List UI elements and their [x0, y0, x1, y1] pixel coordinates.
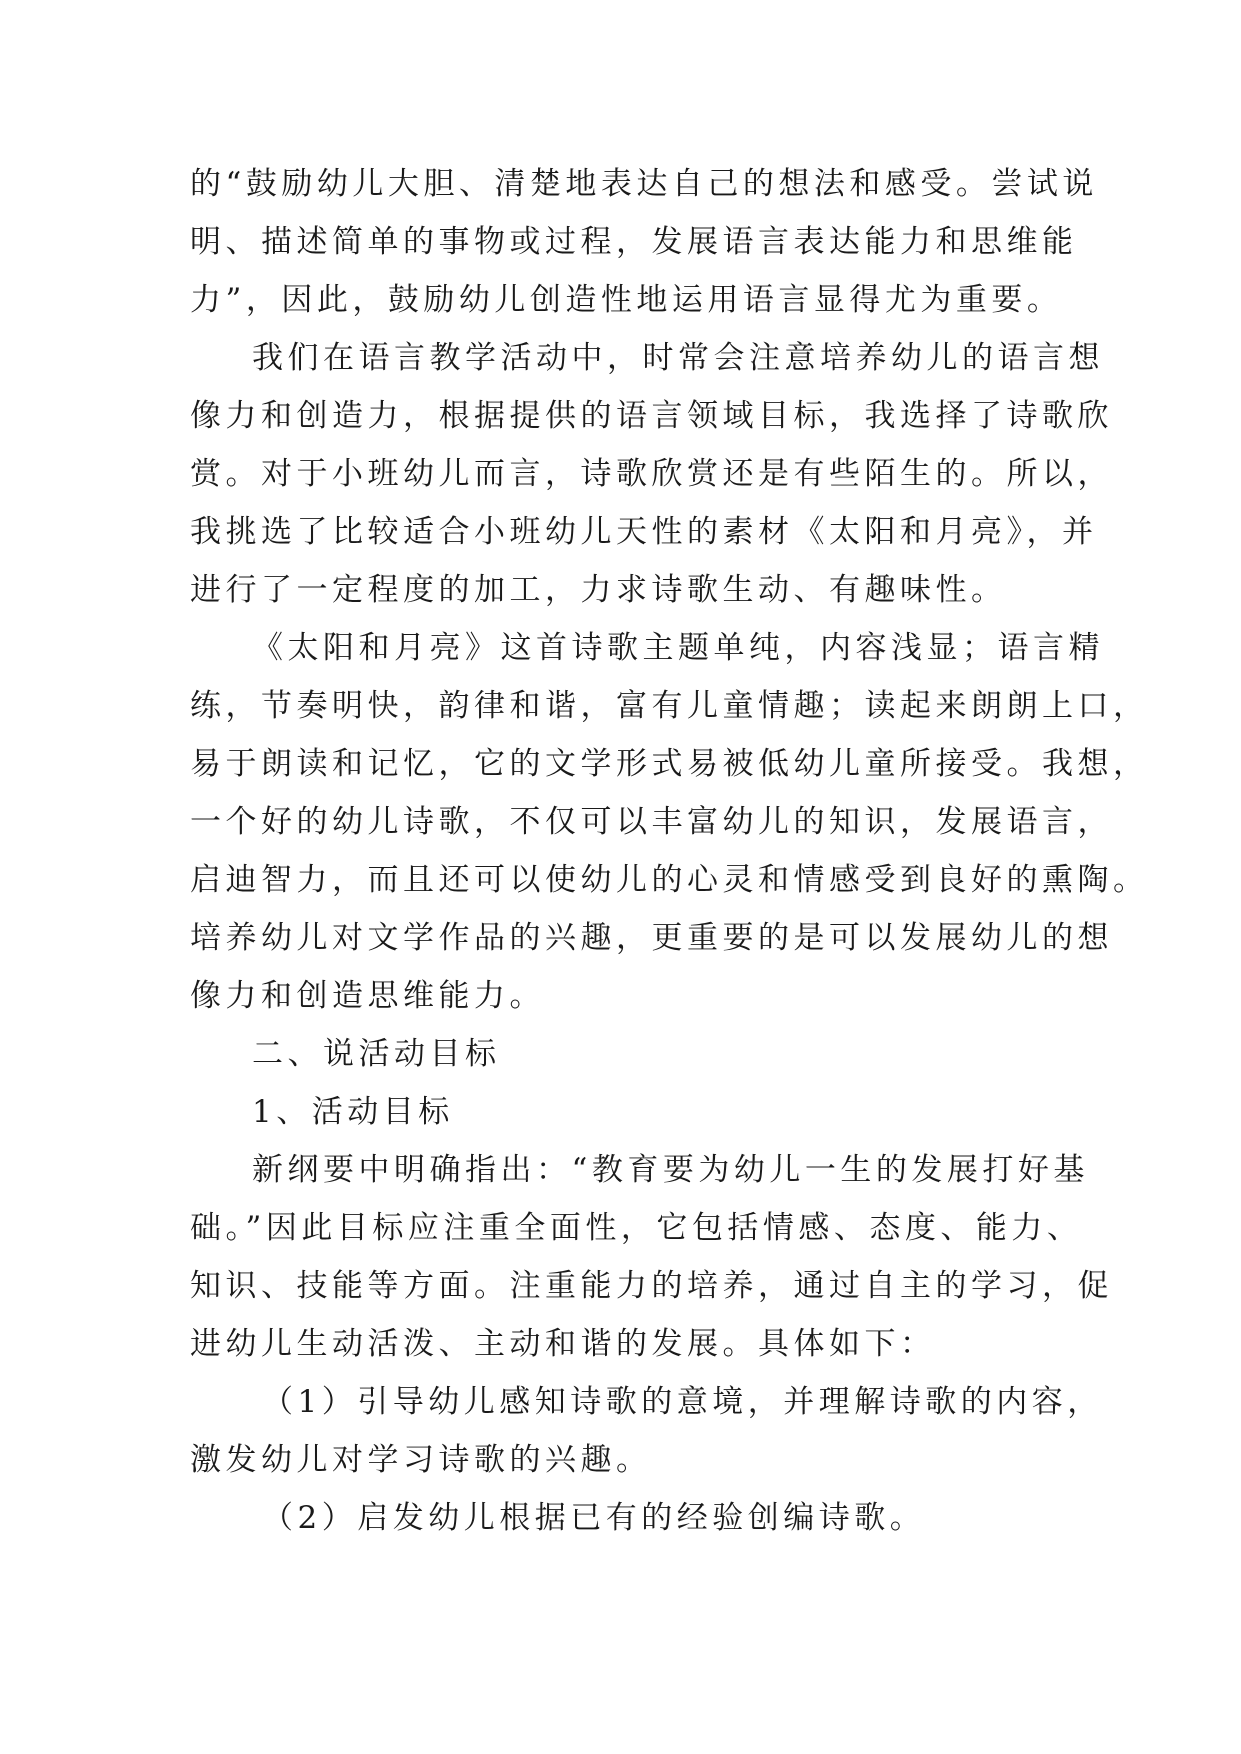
text-line: 培养幼儿对文学作品的兴趣，更重要的是可以发展幼儿的想: [190, 920, 1113, 956]
list-item: （2）启发幼儿根据已有的经验创编诗歌。: [262, 1500, 926, 1536]
text-line: 易于朗读和记忆，它的文学形式易被低幼儿童所接受。我想，: [190, 746, 1149, 782]
paragraph-first-line: 新纲要中明确指出：“教育要为幼儿一生的发展打好基: [252, 1152, 1089, 1188]
text-line: 明、描述简单的事物或过程，发展语言表达能力和思维能: [190, 224, 1078, 260]
paragraph-first-line: 《太阳和月亮》这首诗歌主题单纯，内容浅显；语言精: [252, 630, 1104, 666]
text-line: 练，节奏明快，韵律和谐，富有儿童情趣；读起来朗朗上口，: [190, 688, 1149, 724]
text-line: 础。”因此目标应注重全面性，它包括情感、态度、能力、: [190, 1210, 1083, 1246]
text-line: 像力和创造力，根据提供的语言领域目标，我选择了诗歌欣: [190, 398, 1113, 434]
paragraph-first-line: 我们在语言教学活动中，时常会注意培养幼儿的语言想: [252, 340, 1104, 376]
text-line: 进行了一定程度的加工，力求诗歌生动、有趣味性。: [190, 572, 1007, 608]
text-line: 我挑选了比较适合小班幼儿天性的素材《太阳和月亮》，并: [190, 514, 1098, 550]
document-page: [190, 155, 1149, 1547]
subsection-heading: 1、活动目标: [252, 1094, 454, 1130]
text-line: 像力和创造思维能力。: [190, 978, 545, 1014]
text-line: 一个好的幼儿诗歌，不仅可以丰富幼儿的知识，发展语言，: [190, 804, 1113, 840]
text-line: 启迪智力，而且还可以使幼儿的心灵和情感受到良好的熏陶。: [190, 862, 1149, 898]
text-line: 力”，因此，鼓励幼儿创造性地运用语言显得尤为重要。: [190, 282, 1063, 318]
list-item: （1）引导幼儿感知诗歌的意境，并理解诗歌的内容，: [262, 1384, 1103, 1420]
text-line: 的“鼓励幼儿大胆、清楚地表达自己的想法和感受。尝试说: [190, 166, 1098, 202]
text-line: 进幼儿生动活泼、主动和谐的发展。具体如下：: [190, 1326, 936, 1362]
text-line: 赏。对于小班幼儿而言，诗歌欣赏还是有些陌生的。所以，: [190, 456, 1113, 492]
section-heading: 二、说活动目标: [252, 1036, 501, 1072]
text-line: 激发幼儿对学习诗歌的兴趣。: [190, 1442, 652, 1478]
text-line: 知识、技能等方面。注重能力的培养，通过自主的学习，促: [190, 1268, 1113, 1304]
